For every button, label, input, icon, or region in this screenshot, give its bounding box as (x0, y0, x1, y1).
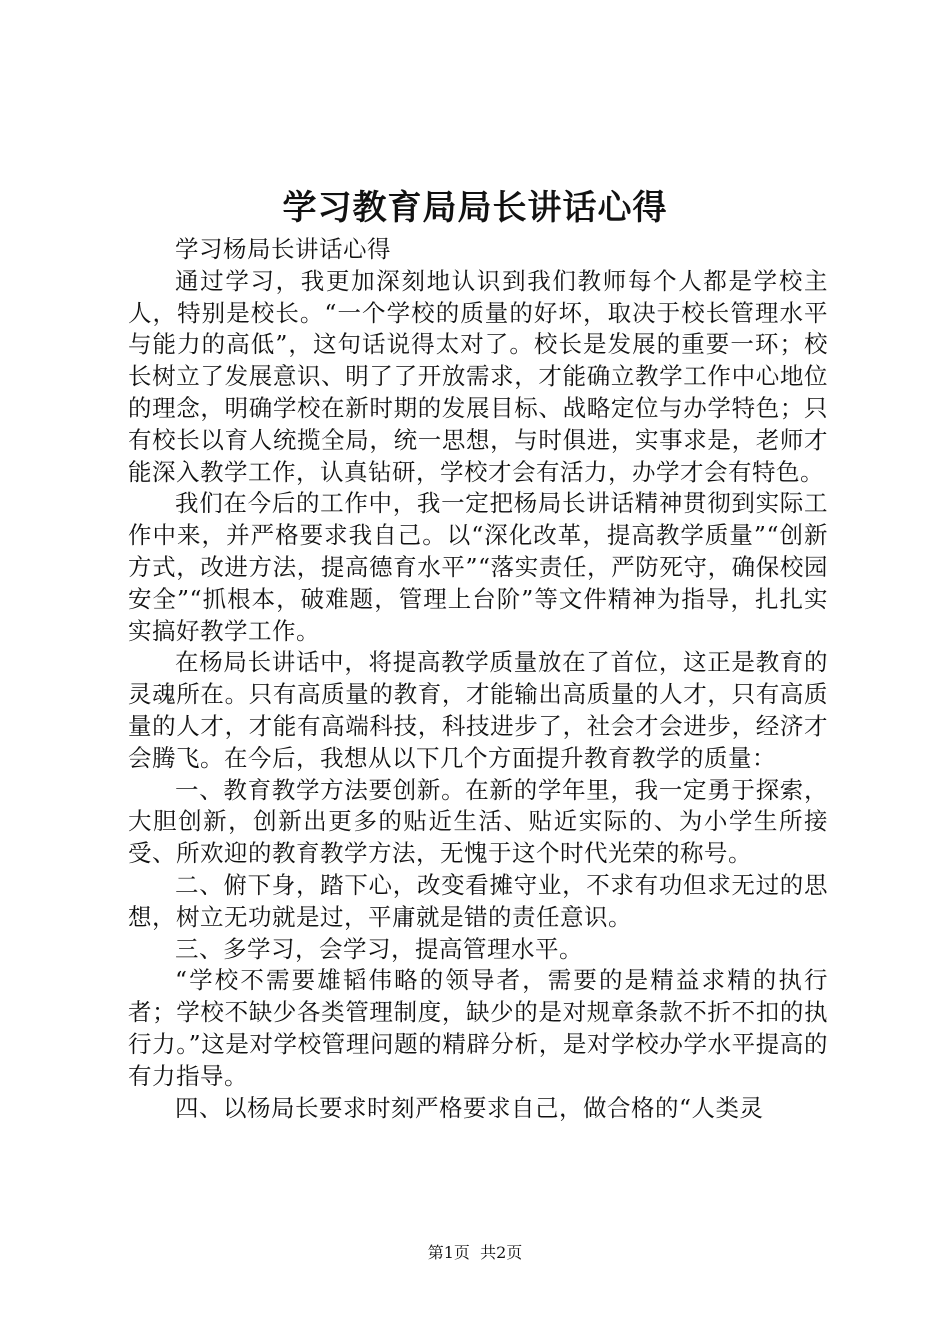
body-paragraph: 一、教育教学方法要创新。在新的学年里，我一定勇于探索，大胆创新，创新出更多的贴近生活、贴近实际的、为小学生所接受、所欢迎的教育教学方法，无愧于这个时代光荣的称号。 (128, 775, 828, 868)
document-title: 学习教育局局长讲话心得 (282, 188, 668, 228)
body-paragraph: 四、以杨局长要求时刻严格要求自己，做合格的“人类灵 (175, 1093, 764, 1122)
body-paragraph: 在杨局长讲话中，将提高教学质量放在了首位，这正是教育的灵魂所在。只有高质量的教育，才能输出高质量的人才，只有高质量的人才，才能有高端科技，科技进步了，社会才会进步，经济才会腾飞。在今后，我想从以下几个方面提升教育教学的质量： (128, 648, 828, 772)
document-body (128, 234, 828, 1124)
body-paragraph: 我们在今后的工作中，我一定把杨局长讲话精神贯彻到实际工作中来，并严格要求我自己。以“深化改革，提高教学质量”“创新方式，改进方法，提高德育水平”“落实责任，严防死守，确保校园安全”“抓根本，破难题，管理上台阶”等文件精神为指导，扎扎实实搞好教学工作。 (128, 489, 828, 645)
subtitle-paragraph: 学习杨局长讲话心得 (175, 235, 391, 263)
body-paragraph: 三、多学习，会学习，提高管理水平。 (175, 934, 583, 963)
page-number-label: 第1页 共2页 (427, 1243, 523, 1262)
body-paragraph: 通过学习，我更加深刻地认识到我们教师每个人都是学校主人，特别是校长。“一个学校的质量的好坏，取决于校长管理水平与能力的高低”，这句话说得太对了。校长是发展的重要一环；校长树立了发展意识、明了了开放需求，才能确立教学工作中心地位的理念，明确学校在新时期的发展目标、战略定位与办学特色；只有校长以育人统揽全局，统一思想，与时俱进，实事求是，老师才能深入教学工作，认真钻研，学校才会有活力，办学才会有特色。 (128, 266, 828, 486)
body-paragraph: 二、俯下身，踏下心，改变看摊守业，不求有功但求无过的思想，树立无功就是过，平庸就是错的责任意识。 (128, 870, 828, 931)
body-paragraph: “学校不需要雄韬伟略的领导者，需要的是精益求精的执行者；学校不缺少各类管理制度，缺少的是对规章条款不折不扣的执行力。”这是对学校管理问题的精辟分析，是对学校办学水平提高的有力指导。 (128, 966, 828, 1090)
page-footer (0, 1241, 950, 1265)
